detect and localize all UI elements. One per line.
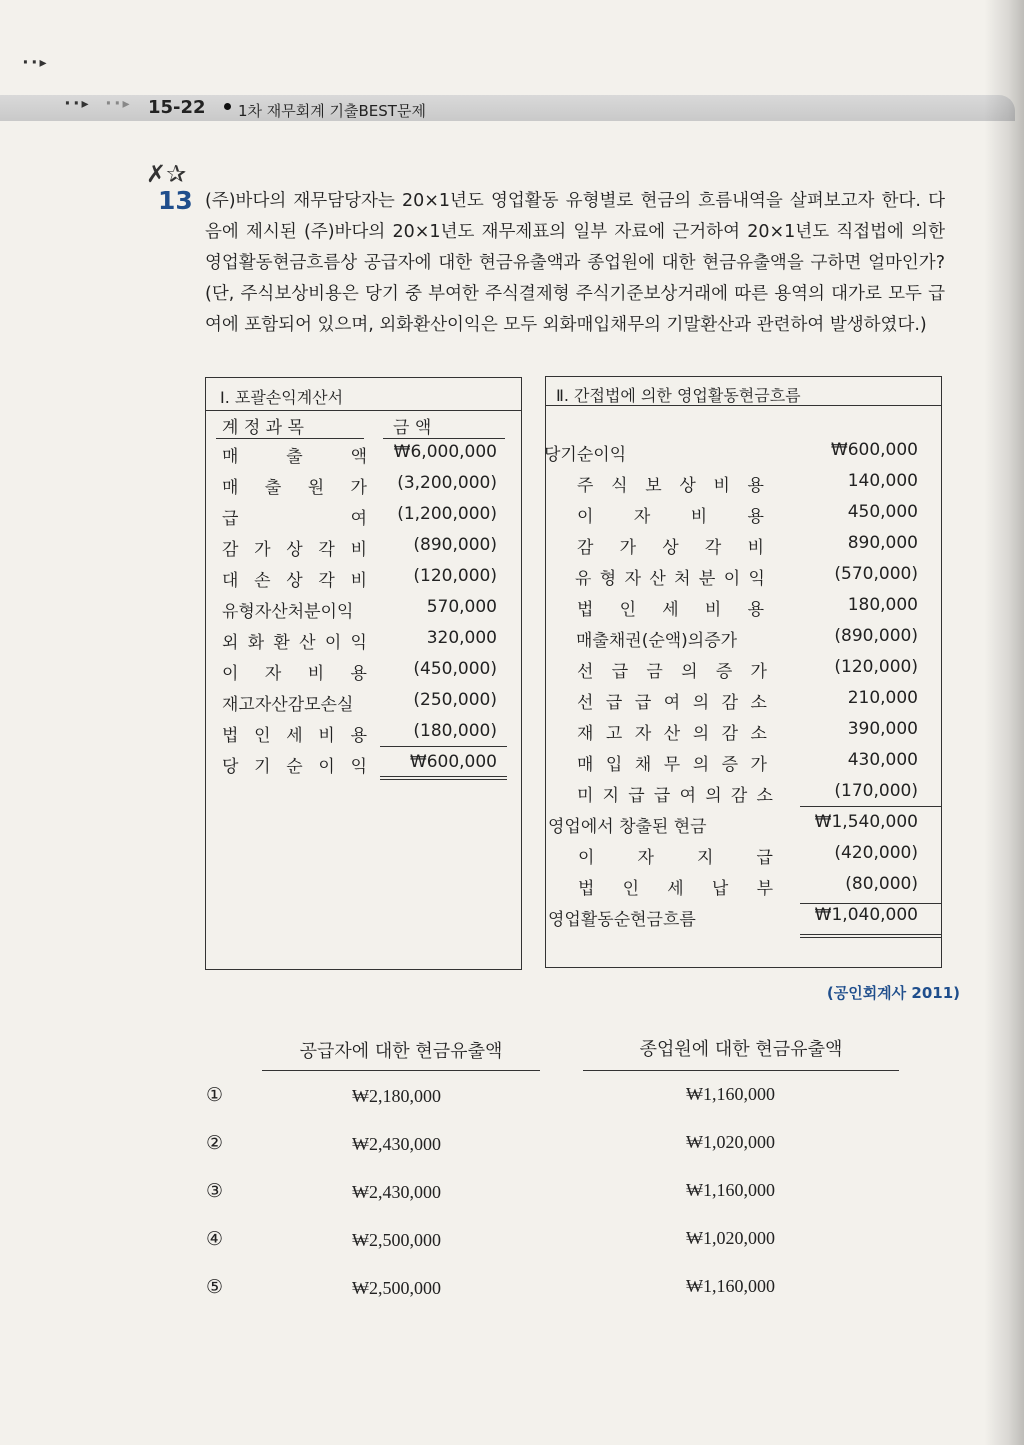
is-account: 매 출 원 가: [222, 478, 367, 498]
cf-amount: ₩1,540,000: [814, 812, 918, 832]
is-amount: (180,000): [413, 721, 497, 741]
is-amount: (1,200,000): [397, 504, 497, 524]
is-amount: (120,000): [413, 566, 497, 586]
cf-amount: (890,000): [834, 626, 918, 646]
bullet-icon: [224, 103, 231, 110]
page-edge-shadow: [984, 0, 1024, 1445]
divider: [383, 438, 505, 439]
options-header-supplier: 공급자에 대한 현금유출액: [299, 1041, 503, 1062]
cf-item: 유 형 자 산 처 분 이 익: [575, 569, 765, 589]
option-employee: ₩1,020,000: [686, 1228, 775, 1248]
cf-amount: 450,000: [847, 502, 918, 522]
divider: [216, 438, 364, 439]
cf-item: 당기순이익: [544, 445, 627, 465]
option-number: ⑤: [206, 1276, 224, 1298]
total-rule: [380, 779, 507, 780]
dotted-arrow-icon: ··▸: [62, 93, 89, 114]
cf-item: 매 입 채 무 의 증 가: [577, 755, 767, 775]
total-rule: [800, 937, 941, 938]
is-account: 재고자산감모손실: [222, 695, 354, 715]
is-account: 유형자산처분이익: [222, 602, 354, 622]
dotted-arrow-icon: ··▸: [103, 93, 130, 114]
cf-item: 감 가 상 각 비: [577, 538, 764, 558]
cf-item: 주 식 보 상 비 용: [577, 476, 764, 496]
cf-item: 매출채권(순액)의증가: [576, 631, 738, 651]
is-account: 당 기 순 이 익: [222, 757, 367, 777]
cf-amount: (170,000): [834, 781, 918, 801]
is-account: 외 화 환 산 이 익: [222, 633, 367, 653]
options-header-employee: 종업원에 대한 현금유출액: [639, 1039, 843, 1060]
col-header-amount: 금 액: [393, 418, 432, 438]
cf-item: 재 고 자 산 의 감 소: [577, 724, 767, 744]
question-text: (주)바다의 재무담당자는 20×1년도 영업활동 유형별로 현금의 흐름내역을 살펴보고자 한다. 다음에 제시된 (주)바다의 20×1년도 재무제표의 일부 자료에 근거하여 20×1년도 직접법에 의한 영업활동현금흐름상 공급자에 대한 현금유출액과 종업원에 대한 현금유출액을 구하면 얼마인가? (단, 주식보상비용은 당기 중 부여한 주식결제형 주식기준보상거래에 따른 용역의 대가로 모두 급여에 포함되어 있으며, 외화환산이익은 모두 외화매입채무의 기말환산과 관련하여 발생하였다.): [205, 191, 945, 335]
is-account: 법 인 세 비 용: [222, 726, 367, 746]
cf-amount: 890,000: [847, 533, 918, 553]
is-account: 이 자 비 용: [222, 664, 367, 684]
option-employee: ₩1,160,000: [686, 1180, 775, 1200]
divider: [546, 405, 941, 406]
cf-amount: (80,000): [845, 874, 918, 894]
is-amount: (250,000): [413, 690, 497, 710]
cf-amount: 140,000: [847, 471, 918, 491]
option-employee: ₩1,160,000: [686, 1276, 775, 1296]
cf-item: 미 지 급 급 여 의 감 소: [577, 786, 773, 806]
cf-item: 선 급 금 의 증 가: [577, 662, 767, 682]
is-amount: ₩600,000: [409, 752, 497, 772]
is-amount: (890,000): [413, 535, 497, 555]
is-amount: (450,000): [413, 659, 497, 679]
cf-item: 영업활동순현금흐름: [548, 910, 696, 930]
cf-amount: 430,000: [847, 750, 918, 770]
page-code: 15-22: [148, 97, 206, 118]
option-supplier: ₩2,500,000: [352, 1278, 441, 1298]
option-supplier: ₩2,180,000: [352, 1086, 441, 1106]
source-label: (공인회계사 2011): [826, 984, 960, 1002]
income-statement-title: Ⅰ. 포괄손익계산서: [220, 388, 344, 407]
cf-amount: 180,000: [847, 595, 918, 615]
cash-flow-title: Ⅱ. 간접법에 의한 영업활동현금흐름: [556, 386, 801, 405]
subtotal-rule: [800, 903, 941, 904]
options-rule: [583, 1070, 899, 1071]
cf-amount: 390,000: [847, 719, 918, 739]
is-account: 대 손 상 각 비: [222, 571, 367, 591]
cf-amount: (420,000): [834, 843, 918, 863]
cf-item: 이 자 지 급: [578, 848, 773, 868]
col-header-account: 계 정 과 목: [222, 418, 304, 438]
is-account: 급 여: [222, 509, 367, 529]
dotted-arrow-icon: ··▸: [20, 52, 47, 73]
option-number: ③: [206, 1180, 224, 1202]
cf-amount: 210,000: [847, 688, 918, 708]
subtotal-rule: [800, 806, 941, 807]
difficulty-star-icon: ✗✰: [146, 160, 187, 188]
option-number: ①: [206, 1084, 224, 1106]
is-amount: 570,000: [426, 597, 497, 617]
cf-amount: ₩600,000: [830, 440, 918, 460]
option-number: ④: [206, 1228, 224, 1250]
is-account: 감 가 상 각 비: [222, 540, 367, 560]
total-rule: [380, 776, 507, 777]
cf-amount: (570,000): [834, 564, 918, 584]
option-employee: ₩1,160,000: [686, 1084, 775, 1104]
is-amount: ₩6,000,000: [393, 442, 497, 462]
option-supplier: ₩2,500,000: [352, 1230, 441, 1250]
option-supplier: ₩2,430,000: [352, 1182, 441, 1202]
header-title: 1차 재무회계 기출BEST문제: [238, 102, 426, 120]
options-rule: [262, 1070, 540, 1071]
is-amount: 320,000: [426, 628, 497, 648]
option-employee: ₩1,020,000: [686, 1132, 775, 1152]
option-supplier: ₩2,430,000: [352, 1134, 441, 1154]
total-rule: [800, 934, 941, 935]
cf-item: 법 인 세 납 부: [578, 879, 773, 899]
cf-item: 선 급 급 여 의 감 소: [577, 693, 767, 713]
is-account: 매 출 액: [222, 447, 367, 467]
divider: [206, 410, 521, 411]
cf-item: 이 자 비 용: [577, 507, 764, 527]
cf-amount: (120,000): [834, 657, 918, 677]
cf-item: 법 인 세 비 용: [577, 600, 764, 620]
option-number: ②: [206, 1132, 224, 1154]
question-number: 13: [158, 186, 193, 215]
total-rule: [380, 746, 507, 747]
cf-amount: ₩1,040,000: [814, 905, 918, 925]
cf-item: 영업에서 창출된 현금: [548, 817, 707, 837]
is-amount: (3,200,000): [397, 473, 497, 493]
